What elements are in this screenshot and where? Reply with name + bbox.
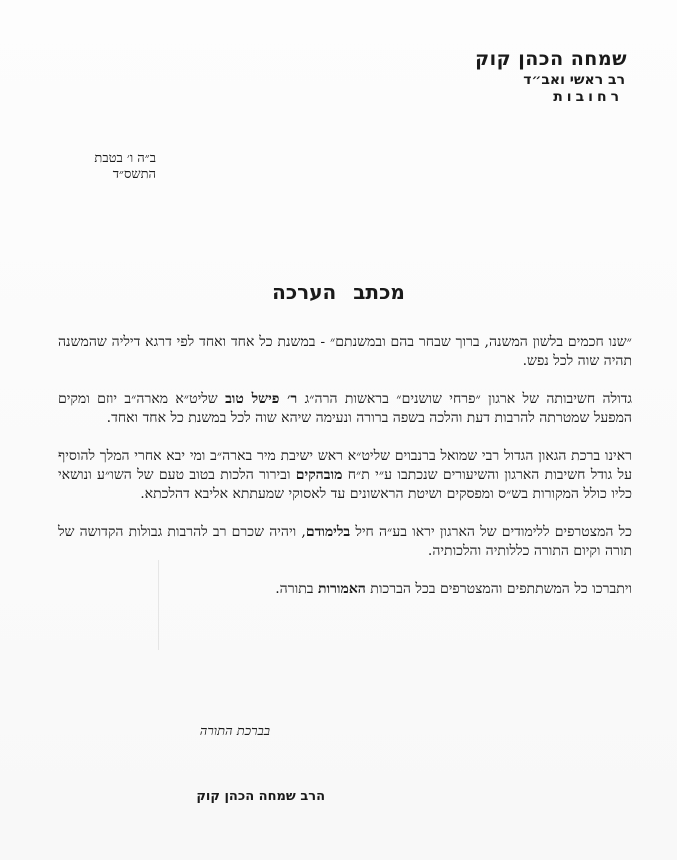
paragraph-text: בתורה. — [275, 581, 318, 597]
letterhead-name: שמחה הכהן קוק — [475, 48, 627, 70]
body-paragraph — [58, 580, 632, 599]
paragraph-text: ובירור הלכות בטוב טעם של השו״ע ונושאי כליו כולל המקורות בש״ס ומפסקים ושיטת הראשונים עד לאסוקי שמעתתא אליבא דהלכתא. — [58, 467, 632, 502]
paragraph-text: ראינו ברכת הגאון הגדול רבי שמואל ברנבוים שליט״א ראש ישיבת מיר בארה״ב ומי יבא אחרי המלך להוסיף על גודל חשיבות הארגון והשיעורים שנכתבו ע״י ת״ח — [58, 448, 632, 483]
paragraph-text: שליט״א מארה״ב יוזם ומקים המפעל שמטרתה להרבות דעת והלכה בשפה ברורה ונעימה שיהא שוה לכל במשנת כל אחד ואחד. — [58, 391, 632, 426]
letter-date: ב״ה ו׳ בטבת התשס״ד — [94, 151, 156, 182]
letterhead — [475, 48, 627, 107]
letter-title: מכתב הערכה — [272, 280, 405, 304]
bold-text: האמורות — [317, 581, 366, 597]
bold-text: מובהקים — [295, 467, 343, 483]
letter-closing: בברכת התורה — [199, 724, 270, 739]
body-paragraph — [58, 390, 632, 428]
paragraph-text: , ויהיה שכרם רב להרבות גבולות הקדושה של תורה וקיום התורה כללותיה והלכותיה. — [58, 524, 632, 559]
letterhead-city: רחובות — [553, 89, 623, 106]
letter-body — [58, 333, 632, 618]
paragraph-text: במשנת כל אחד ואחד לפי דרגא דיליה שהמשנה תהיה שוה לכל נפש. — [58, 334, 632, 369]
paragraph-text: ״שנו חכמים בלשון המשנה, ברוך שבחר בהם ובמשנתם״ - — [315, 334, 632, 350]
bold-text: בלימודם — [305, 524, 351, 540]
paragraph-text: ויתברכו כל המשתתפים והמצטרפים בכל הברכות — [365, 581, 632, 597]
letterhead-role: רב ראשי ואב״ד — [523, 71, 625, 88]
paragraph-text: גדולה חשיבותה של ארגון ״פרחי שושנים״ בראשות הרה״ג — [297, 391, 632, 407]
bold-text: ר׳ פישל טוב — [225, 391, 298, 407]
letter-signature: הרב שמחה הכהן קוק — [196, 789, 325, 804]
body-paragraph — [58, 447, 632, 504]
paragraph-text: כל המצטרפים ללימודים של הארגון יראו בע״ה חיל — [350, 524, 633, 540]
body-paragraph — [58, 333, 632, 371]
body-paragraph — [58, 523, 632, 561]
